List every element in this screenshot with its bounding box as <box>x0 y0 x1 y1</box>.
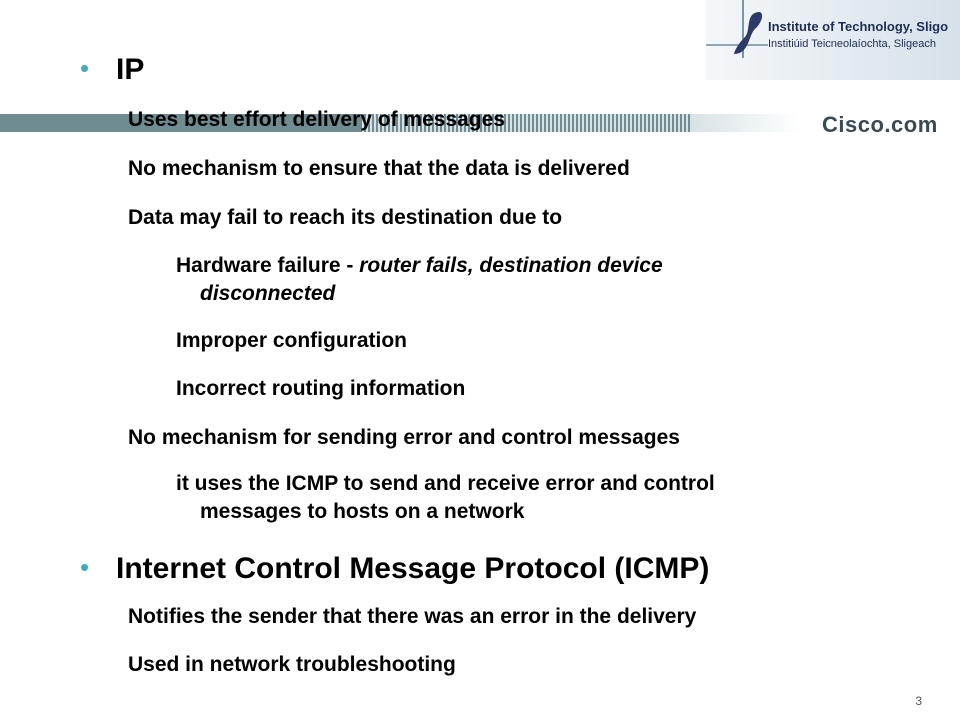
page-number: 3 <box>915 694 922 708</box>
hardware-label: Hardware failure - <box>176 254 360 277</box>
bullet-icon: • <box>80 53 90 83</box>
ip-point-no-error: No mechanism for sending error and control messages <box>128 426 680 449</box>
icmp-point-troubleshooting: Used in network troubleshooting <box>128 653 456 676</box>
ip-heading: IP <box>116 53 145 86</box>
ip-point-no-mechanism: No mechanism to ensure that the data is delivered <box>128 157 630 180</box>
ip-subpoint-hardware <box>176 254 663 278</box>
cisco-brand: Cisco.com <box>822 112 938 137</box>
hardware-detail: router fails, destination device <box>359 254 663 277</box>
icmp-heading: Internet Control Message Protocol (ICMP) <box>116 552 710 585</box>
institute-name: Institute of Technology, Sligo <box>768 19 949 34</box>
ip-point-best-effort: Uses best effort delivery of messages <box>128 108 505 131</box>
ip-point-may-fail: Data may fail to reach its destination due to <box>128 206 563 229</box>
institute-logo-icon <box>730 8 766 58</box>
ip-subpoint-incorrect: Incorrect routing information <box>176 377 466 400</box>
ip-subpoint-icmp-use-cont: messages to hosts on a network <box>200 500 525 523</box>
header-band-fade <box>690 114 800 132</box>
institute-name-irish: Institiúid Teicneolaíochta, Sligeach <box>768 38 936 50</box>
ip-subpoint-improper: Improper configuration <box>176 329 407 352</box>
hardware-detail-cont: disconnected <box>200 282 336 305</box>
ip-subpoint-icmp-use: it uses the ICMP to send and receive error and control <box>176 472 715 495</box>
icmp-point-notifies: Notifies the sender that there was an error in the delivery <box>128 605 697 628</box>
bullet-icon: • <box>80 552 90 582</box>
